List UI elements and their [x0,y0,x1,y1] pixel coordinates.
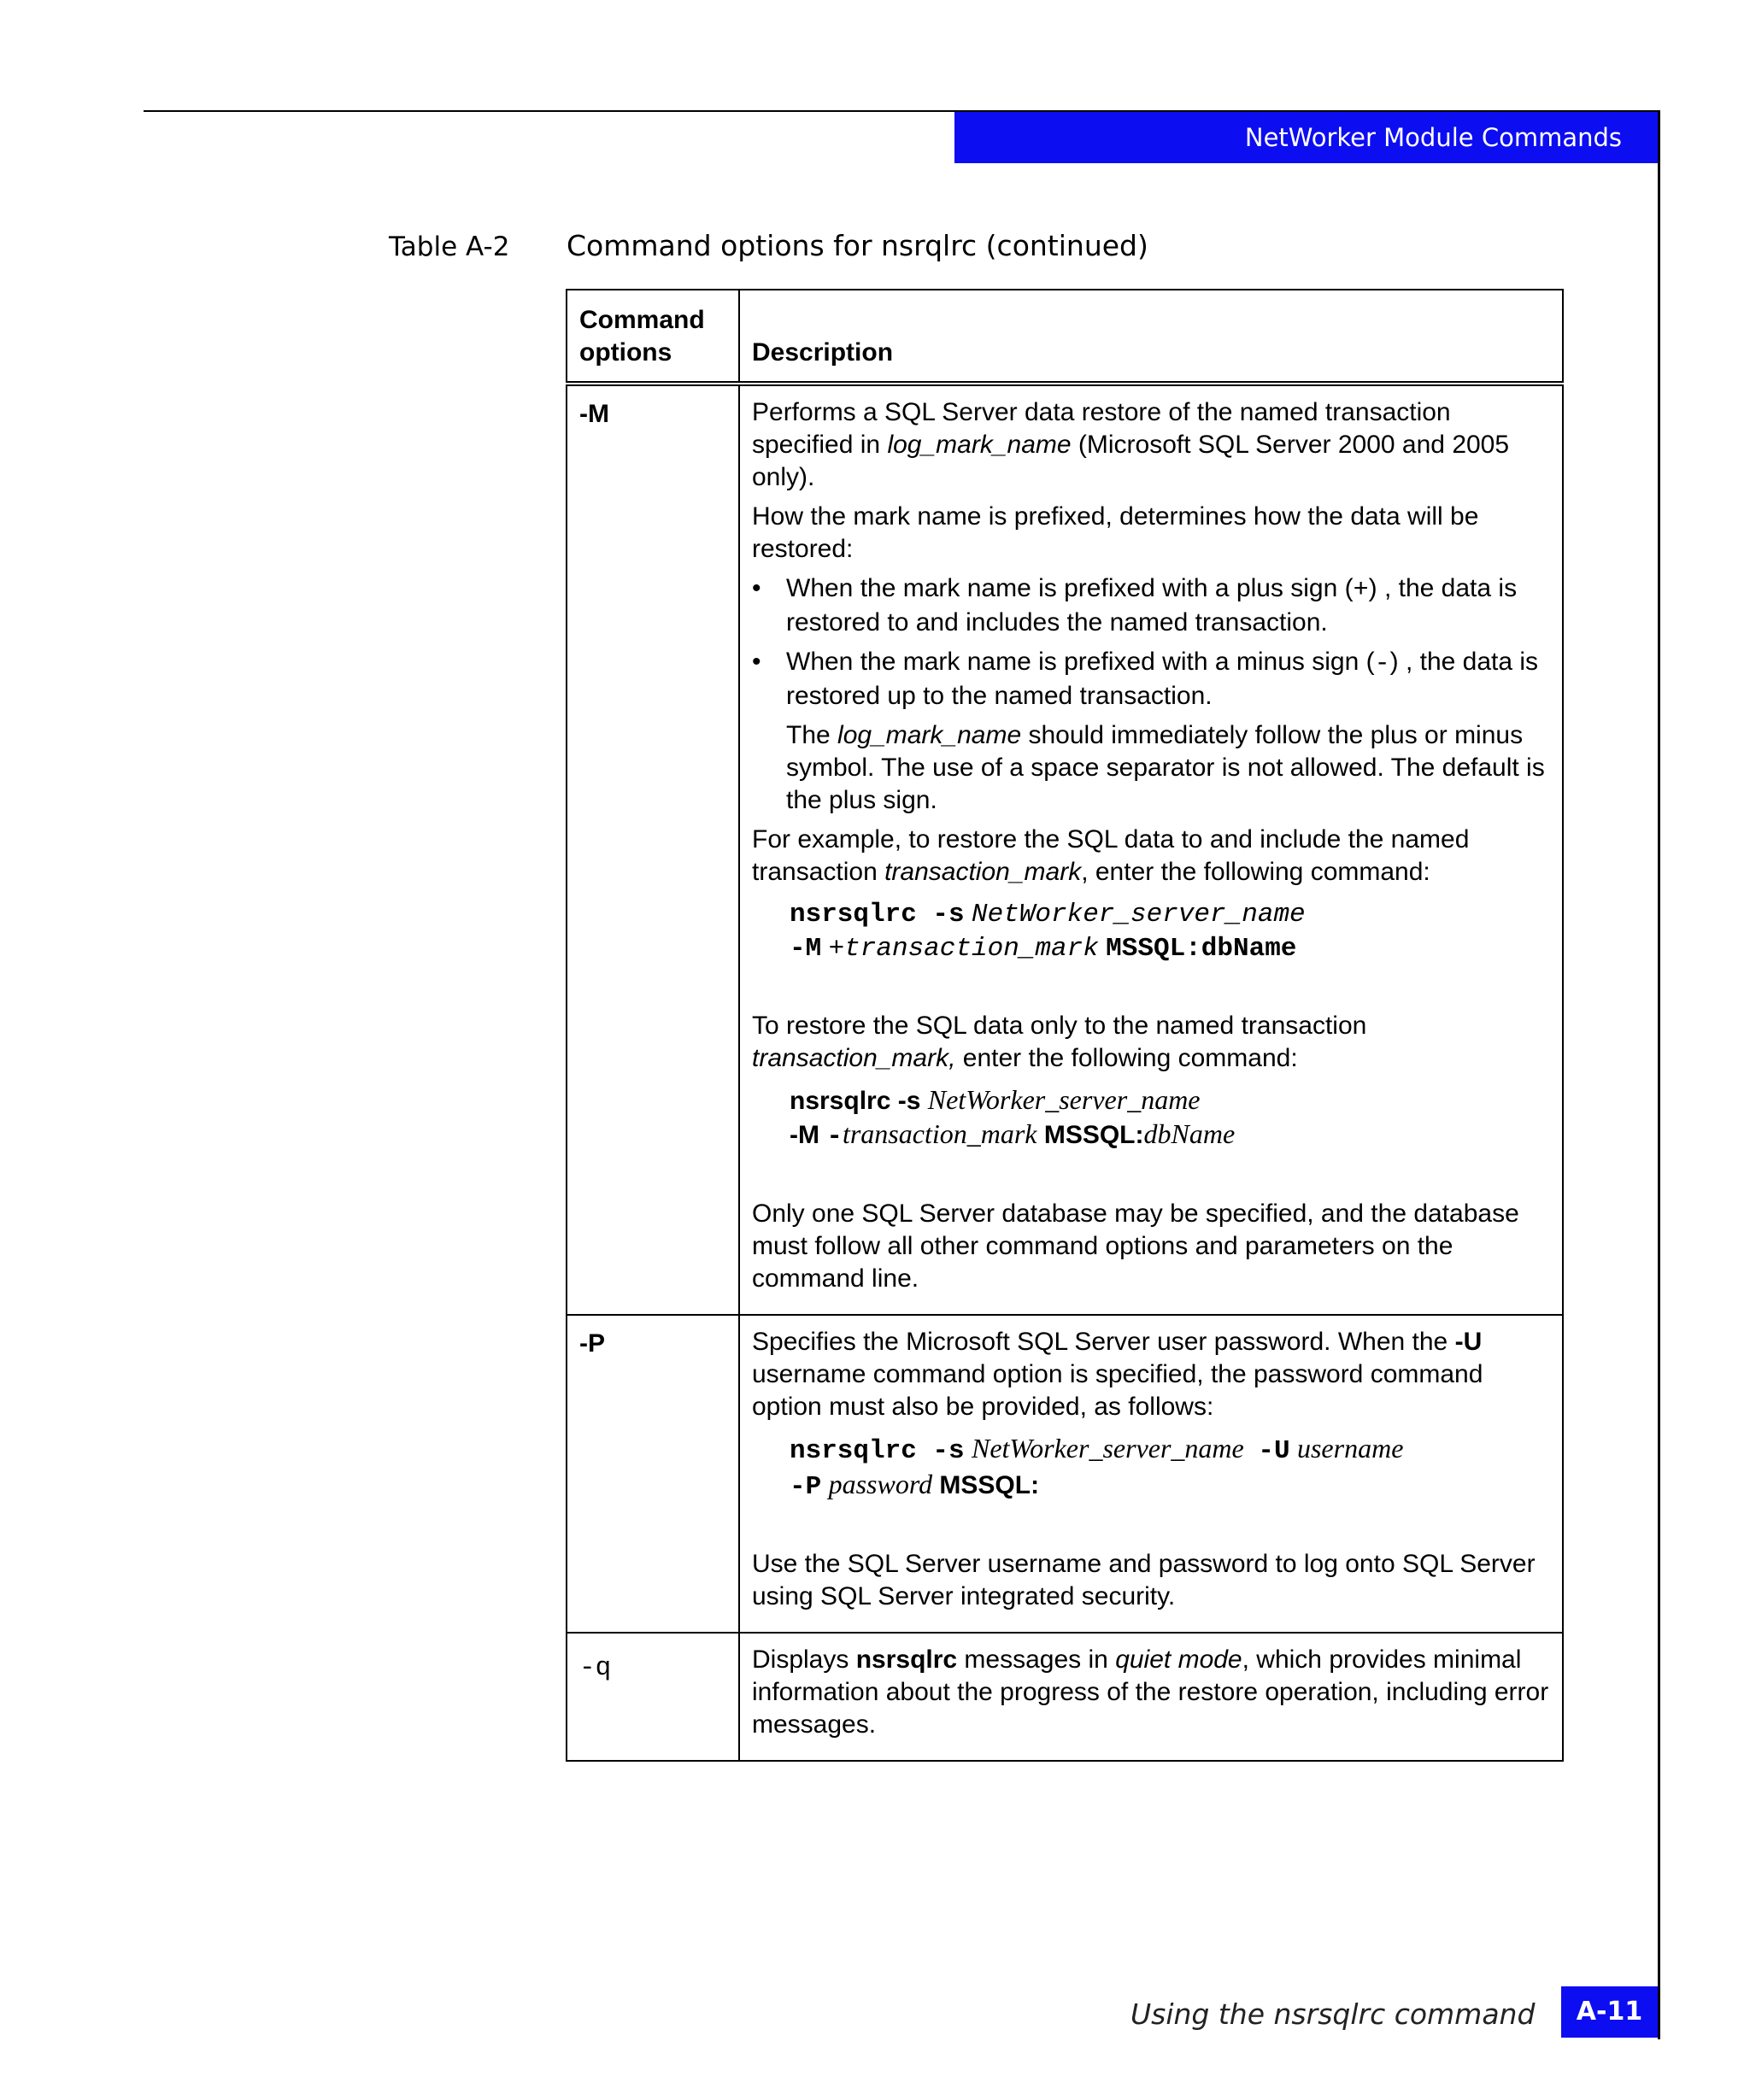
code-example: nsrsqlrc -s NetWorker_server_name -M +transaction_mark MSSQL:dbName [790,900,1306,964]
option-cell: -P [567,1315,739,1633]
option-cell: -M [567,384,739,1315]
table-row-M [567,384,1563,1315]
bullet-icon: • [752,574,761,602]
command-options-table [566,289,1564,1762]
paragraph: Use the SQL Server username and password to log onto SQL Server using SQL Server integrated security. [752,1550,1536,1610]
paragraph: Specifies the Microsoft SQL Server user password. When the -U username command option is specified, the password command option must also be provided, as follows: [752,1328,1483,1421]
code-example: nsrsqlrc -s NetWorker_server_name -U username -P password MSSQL: [790,1433,1404,1502]
footer-chapter-title: Using the nsrsqlrc command [1130,1997,1536,2031]
description-cell [739,384,1563,1315]
list-item: • When the mark name is prefixed with a plus sign (+) , the data is restored to and includes the named transaction. [752,574,1518,636]
table-row-q [567,1633,1563,1761]
paragraph: Displays nsrsqlrc messages in quiet mode, which provides minimal information about the progress of the restore operation, including error messages. [752,1645,1549,1739]
description-cell [739,1633,1563,1761]
section-title: NetWorker Module Commands [1244,123,1622,152]
description-cell [739,1315,1563,1633]
paragraph: The log_mark_name should immediately follow the plus or minus symbol. The use of a space separator is not allowed. The default is the plus sign. [786,721,1545,814]
bullet-list [752,572,1550,713]
paragraph: How the mark name is prefixed, determines how the data will be restored: [752,502,1479,563]
code-example: nsrsqlrc -s NetWorker_server_name -M -transaction_mark MSSQL:dbName [790,1084,1236,1152]
bullet-icon: • [752,648,761,676]
page-number: A-11 [1561,1986,1658,2038]
list-item: • When the mark name is prefixed with a minus sign (-) , the data is restored up to the named transaction. [752,648,1539,710]
table-number: Table A-2 [389,232,510,262]
col-header-options: Command options [567,290,739,384]
paragraph: Performs a SQL Server data restore of the named transaction specified in log_mark_name (Microsoft SQL Server 2000 and 2005 only). [752,398,1510,491]
paragraph: To restore the SQL data only to the named transaction transaction_mark, enter the following command: [752,1012,1367,1072]
table-caption [389,229,1148,262]
option-cell: -q [567,1633,739,1761]
col-header-description: Description [739,290,1563,384]
table-header-row [567,290,1563,384]
table-row-P [567,1315,1563,1633]
margin-rule [1658,110,1660,2039]
table-title: Command options for nsrqlrc (continued) [567,229,1148,262]
paragraph: For example, to restore the SQL data to and include the named transaction transaction_mark, enter the following command: [752,825,1470,886]
paragraph: Only one SQL Server database may be specified, and the database must follow all other command options and parameters on the command line. [752,1200,1519,1293]
section-header [954,112,1658,163]
